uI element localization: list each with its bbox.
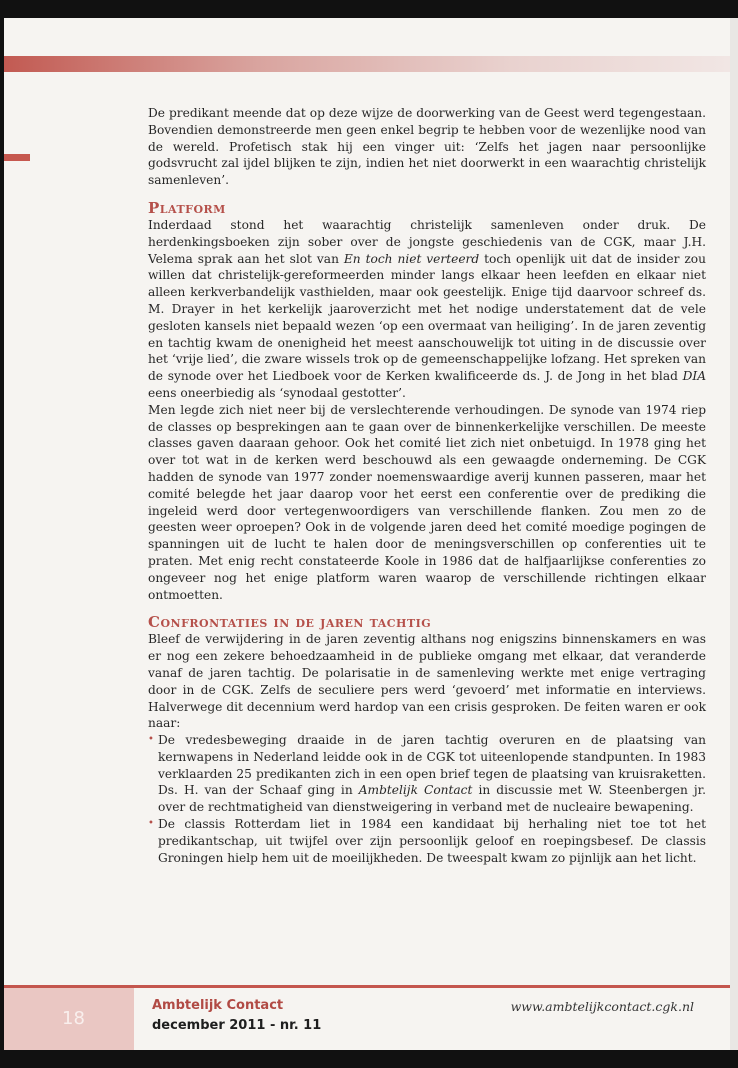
- section-heading-platform: Platform: [148, 198, 226, 217]
- confrontaties-paragraph-1: Bleef de verwijdering in de jaren zeventig althans nog enigszins binnenskamers en was er nog een zekere behoedzaamheid in de publieke omgang met elkaar, dat veranderde vanaf de jaren tachtig. De polarisatie in de samenleving werkte met enige vertraging door in de CGK. Zelfs de seculiere pers werd ‘gevoerd’ met informatie en interviews. Halverwege dit decennium werd hardop van een crisis gesproken. De feiten waren er ook naar:: [148, 632, 706, 731]
- fact-1-part-a: De vredesbeweging draaide in de jaren tachtig overuren en de plaatsing van kernwapens in Nederland leidde ook in de CGK tot uiteenlopende standpunten. In 1983 verklaarden 25 predikanten zich in een open brief tegen de plaatsing van kruisraketten. Ds. H. van der Schaaf ging in: [158, 733, 706, 798]
- platform-paragraph-2: Men legde zich niet neer bij de verslechterende verhoudingen. De synode van 1974 riep de classes op besprekingen aan te gaan over de binnenkerkelijke verschillen. De meeste classes gaven daaraan gehoor. Ook het comité liet zich niet onbetuigd. In 1978 ging het over tot wat in de kerken werd beschouwd als een gewaagde onderneming. De CGK hadden de synode van 1977 zonder noemenswaardige averij kunnen passeren, maar het comité belegde het jaar daarop voor het eerst een conferentie over de prediking die ingeleid werd door vertegenwoordigers van verschillende flanken. Zou men zo de geesten weer oproepen? Ook in de volgende jaren deed het comité moedige pogingen de spanningen uit de lucht te halen door de meningsverschillen op conferenties uit te praten. Met enig recht constateerde Koole in 1986 dat de halfjaarlijkse conferenties zo ongeveer nog het enige platform waren waarop de verschillende richtingen elkaar ontmoetten.: [148, 402, 706, 602]
- bullet-icon: •: [148, 818, 154, 830]
- fact-2-text: De classis Rotterdam liet in 1984 een kandidaat bij herhaling niet toe tot het predikantschap, uit twijfel over zijn persoonlijk geloof en roepingsbesef. De classis Groningen hielp hem uit de moeilijkheden. De tweespalt kwam zo pijnlijk aan het licht.: [158, 817, 706, 865]
- footer-brand: Ambtelijk Contact: [152, 998, 284, 1013]
- book-title-italic: En toch niet verteerd: [343, 251, 480, 266]
- top-decorative-band: [4, 56, 730, 72]
- section-heading-confrontaties: Confrontaties in de jaren tachtig: [148, 613, 432, 632]
- page-number: 18: [62, 1008, 85, 1029]
- article-body: [148, 105, 706, 866]
- platform-p1-part-a: Inderdaad stond het waarachtig christelijk samenleven onder druk. De herdenkingsboeken zijn sober over de jongste geschiedenis van de CGK, maar J.H. Velema sprak aan het slot van: [148, 217, 706, 266]
- magazine-page: [4, 18, 730, 1050]
- bullet-icon: •: [148, 734, 154, 746]
- adjacent-page-edge: [730, 18, 738, 1050]
- platform-p1-part-b: toch openlijk uit dat de insider zou willen dat christelijk-gereformeerden minder langs elkaar heen leefden en elkaar niet alleen kerkverbandelijk vasthielden, maar ook geestelijk. Enige tijd daarvoor schreef ds. M. Drayer in het kerkelijk jaaroverzicht met het nodige understatement dat de vele gesloten kansels niet bepaald wezen ‘op een overmaat van heiliging’. In de jaren zeventig en tachtig kwam de onenigheid het meest aanschouwelijk tot uiting in de discussie over het ‘vrije lied’, die zware wissels trok op de gemeenschappelijke lofzang. Het spreken van de synode over het Liedboek voor de Kerken kwalificeerde ds. J. de Jong in het blad: [148, 251, 706, 384]
- list-item: [148, 816, 706, 866]
- footer-url-link[interactable]: www.ambtelijkcontact.cgk.nl: [510, 999, 694, 1014]
- fact-list: [148, 732, 706, 866]
- side-accent-mark: [4, 154, 30, 161]
- platform-p1-part-c: eens oneerbiedig als ‘synodaal gestotter’.: [148, 385, 406, 400]
- publication-title-italic: Ambtelijk Contact: [358, 783, 473, 798]
- intro-paragraph: De predikant meende dat op deze wijze de doorwerking van de Geest werd tegengestaan. Bovendien demonstreerde men geen enkel begrip te hebben voor de wezenlijke nood van de wereld. Profetisch stak hij een vinger uit: ‘Zelfs het jagen naar persoonlijke godsvrucht zal ijdel blijken te zijn, indien het niet doorwerkt in een waarachtig christelijk samenleven’.: [148, 106, 706, 188]
- list-item: [148, 732, 706, 816]
- platform-paragraph-1: [148, 217, 706, 402]
- magazine-title-italic: DIA: [682, 369, 706, 384]
- fact-1-part-b: in discussie met W. Steenbergen jr. over de rechtmatigheid van dienstweigering in verband met de nucleaire bewapening.: [158, 783, 706, 815]
- footer-issue: december 2011 - nr. 11: [152, 1018, 322, 1033]
